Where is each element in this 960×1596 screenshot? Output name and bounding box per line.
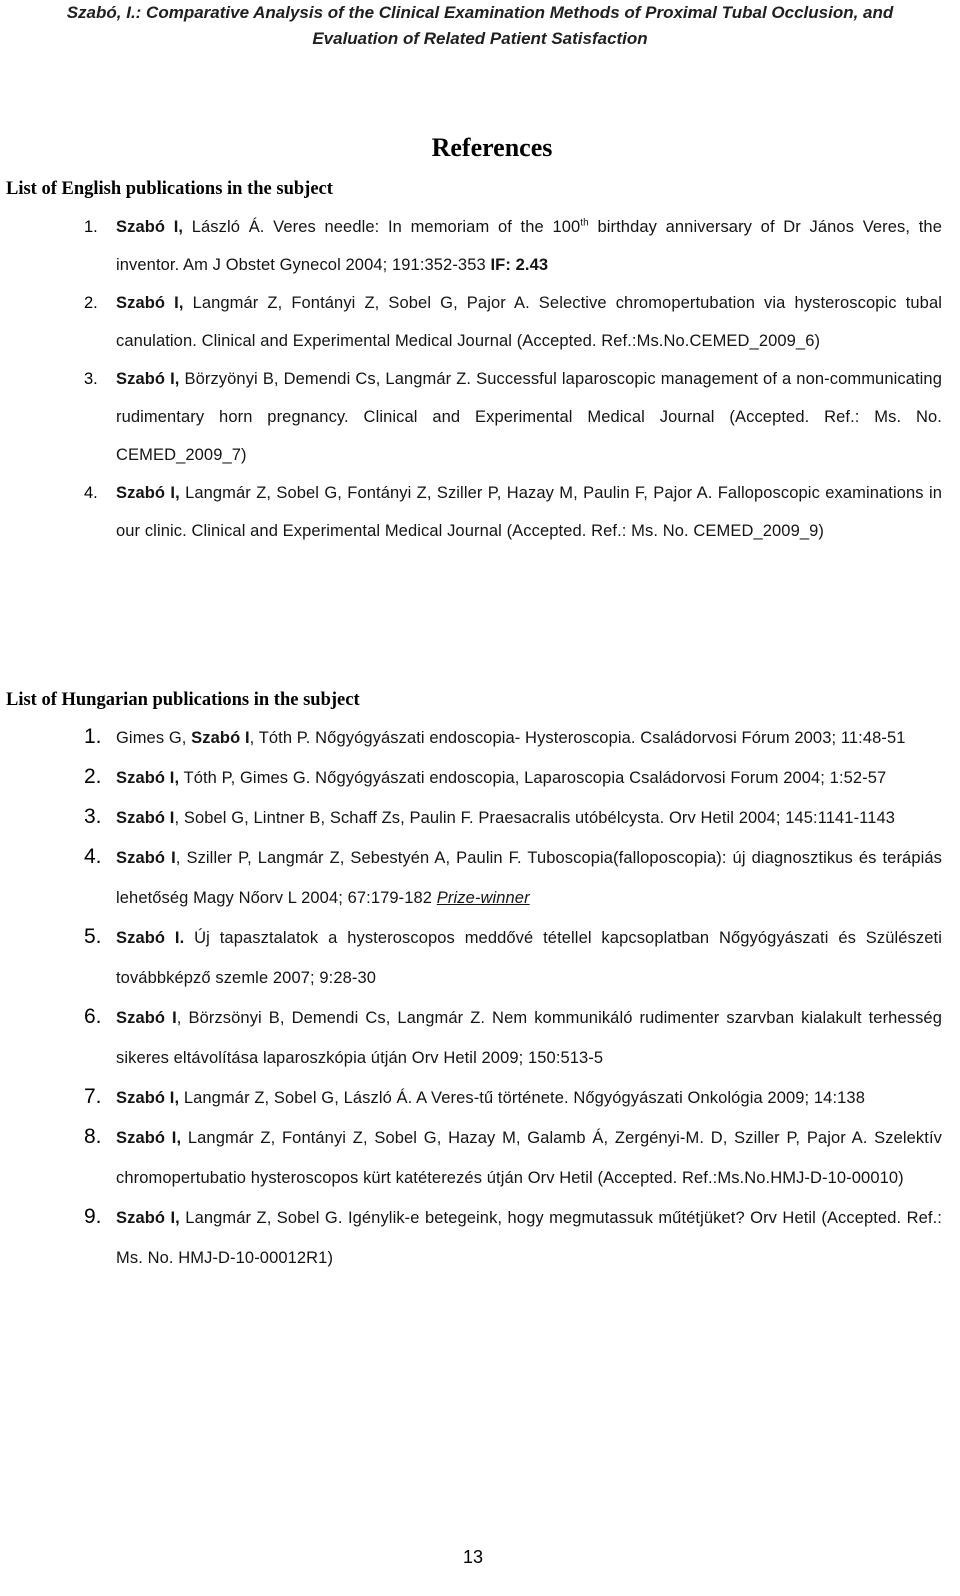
hungarian-publications-list bbox=[0, 718, 960, 1278]
reference-text-part: Gimes G, bbox=[116, 729, 192, 747]
author-name: Szabó I, bbox=[116, 370, 180, 388]
reference-text-part: Langmár Z, Sobel G, László Á. A Veres-tű története. Nőgyógyászati Onkológia 2009; 14:138 bbox=[179, 1089, 865, 1107]
reference-number: 7. bbox=[84, 1085, 102, 1108]
reference-text bbox=[116, 798, 942, 838]
author-name: Szabó I, bbox=[116, 1089, 180, 1107]
list-item bbox=[0, 798, 960, 838]
reference-text-part: birthday anniversary of Dr János Veres, the inventor. Am J Obstet Gynecol 2004; 191:352-353 bbox=[116, 218, 942, 274]
reference-text-part: Tóth P, Gimes G. Nőgyógyászati endoscopia, Laparoscopia Családorvosi Forum 2004; 1:52-57 bbox=[179, 769, 887, 787]
reference-number: 5. bbox=[84, 925, 102, 948]
list-item bbox=[0, 474, 960, 550]
list-item bbox=[0, 1198, 960, 1278]
reference-text bbox=[116, 284, 942, 360]
author-name: Szabó I, bbox=[116, 294, 184, 312]
page-title: References bbox=[431, 133, 553, 162]
reference-text-part: , Sobel G, Lintner B, Schaff Zs, Paulin F. Praesacralis utóbélcysta. Orv Hetil 2004; 145:1141-1143 bbox=[174, 809, 896, 827]
author-name: Szabó I. bbox=[116, 929, 185, 947]
reference-text-part: Börzyönyi B, Demendi Cs, Langmár Z. Successful laparoscopic management of a non-communicating rudimentary horn pregnancy. Clinical and Experimental Medical Journal (Accepted. Ref.: Ms. No. CEMED_2009_7) bbox=[116, 370, 942, 464]
list-item bbox=[0, 360, 960, 474]
impact-factor-value: 2.43 bbox=[510, 256, 549, 274]
running-header-line-2: Evaluation of Related Patient Satisfaction bbox=[312, 29, 648, 48]
reference-text bbox=[116, 474, 942, 550]
reference-number: 4. bbox=[84, 484, 98, 502]
list-item bbox=[0, 918, 960, 998]
list-item bbox=[0, 208, 960, 284]
reference-text bbox=[116, 718, 942, 758]
author-name: Szabó I, bbox=[116, 1129, 182, 1147]
ordinal-superscript: th bbox=[580, 217, 589, 229]
reference-text-part: , Tóth P. Nőgyógyászati endoscopia- Hysteroscopia. Családorvosi Fórum 2003; 11:48-51 bbox=[249, 729, 906, 747]
reference-text bbox=[116, 1118, 942, 1198]
author-name: Szabó I bbox=[116, 1009, 177, 1027]
author-name: Szabó I bbox=[191, 729, 250, 747]
impact-factor-label: IF: bbox=[490, 256, 511, 274]
english-publications-list bbox=[0, 208, 960, 550]
reference-number: 3. bbox=[84, 370, 98, 388]
reference-text-part: Langmár Z, Sobel G, Fontányi Z, Sziller P, Hazay M, Paulin F, Pajor A. Falloposcopic examinations in our clinic. Clinical and Experimental Medical Journal (Accepted. Ref.: Ms. No. CEMED_2009_9) bbox=[116, 484, 942, 540]
list-item bbox=[0, 284, 960, 360]
author-name: Szabó I, bbox=[116, 769, 180, 787]
prize-winner-note: Prize-winner bbox=[436, 889, 530, 907]
reference-text-part: Új tapasztalatok a hysteroscopos meddővé tétellel kapcsoplatban Nőgyógyászati és Szülészeti továbbképző szemle 2007; 9:28-30 bbox=[116, 929, 942, 987]
reference-text-part: , Börzsönyi B, Demendi Cs, Langmár Z. Nem kommunikáló rudimenter szarvban kialakult terhesség sikeres eltávolítása laparoszkópia útján Orv Hetil 2009; 150:513-5 bbox=[116, 1009, 942, 1067]
reference-text bbox=[116, 838, 942, 918]
reference-text bbox=[116, 1198, 942, 1278]
author-name: Szabó I, bbox=[116, 218, 184, 236]
reference-number: 2. bbox=[84, 765, 102, 788]
page-number: 13 bbox=[462, 1547, 484, 1567]
reference-text bbox=[116, 758, 942, 798]
author-name: Szabó I, bbox=[116, 1209, 180, 1227]
reference-number: 8. bbox=[84, 1125, 102, 1148]
list-item bbox=[0, 838, 960, 918]
reference-number: 4. bbox=[84, 845, 102, 868]
reference-number: 9. bbox=[84, 1205, 102, 1228]
reference-text-part: Langmár Z, Fontányi Z, Sobel G, Pajor A. Selective chromopertubation via hysteroscopic tubal canulation. Clinical and Experimental Medical Journal (Accepted. Ref.:Ms.No.CEMED_2009_6) bbox=[116, 294, 942, 350]
reference-number: 2. bbox=[84, 294, 98, 312]
reference-number: 1. bbox=[84, 725, 102, 748]
author-name: Szabó I, bbox=[116, 484, 180, 502]
running-header bbox=[0, 0, 960, 52]
author-name: Szabó I bbox=[116, 849, 176, 867]
hungarian-publications-heading: List of Hungarian publications in the subject bbox=[6, 690, 360, 710]
list-item bbox=[0, 758, 960, 798]
author-name: Szabó I bbox=[116, 809, 175, 827]
reference-text-part: Langmár Z, Fontányi Z, Sobel G, Hazay M, Galamb Á, Zergényi-M. D, Sziller P, Pajor A. Szelektív chromopertubatio hysteroscopos kürt katéterezés útján Orv Hetil (Accepted. Ref.:Ms.No.HMJ-D-10-00010) bbox=[116, 1129, 942, 1187]
reference-text-part: Langmár Z, Sobel G. Igénylik-e betegeink, hogy megmutassuk műtétjüket? Orv Hetil (Accepted. Ref.: Ms. No. HMJ-D-10-00012R1) bbox=[116, 1209, 942, 1267]
reference-text bbox=[116, 208, 942, 284]
running-header-line-1: Szabó, I.: Comparative Analysis of the Clinical Examination Methods of Proximal Tubal Occlusion, and bbox=[66, 3, 894, 22]
english-publications-heading: List of English publications in the subject bbox=[6, 179, 333, 199]
reference-text-part: László Á. Veres needle: In memoriam of the 100 bbox=[183, 218, 581, 236]
reference-number: 6. bbox=[84, 1005, 102, 1028]
list-item bbox=[0, 1078, 960, 1118]
reference-text bbox=[116, 998, 942, 1078]
reference-text bbox=[116, 918, 942, 998]
reference-text-part: , Sziller P, Langmár Z, Sebestyén A, Paulin F. Tuboscopia(falloposcopia): új diagnosztikus és terápiás lehetőség Magy Nőorv L 2004; 67:179-182 bbox=[116, 849, 942, 907]
reference-text bbox=[116, 360, 942, 474]
reference-number: 3. bbox=[84, 805, 102, 828]
reference-text bbox=[116, 1078, 942, 1118]
list-item bbox=[0, 998, 960, 1078]
list-item bbox=[0, 718, 960, 758]
reference-number: 1. bbox=[84, 218, 98, 236]
list-item bbox=[0, 1118, 960, 1198]
